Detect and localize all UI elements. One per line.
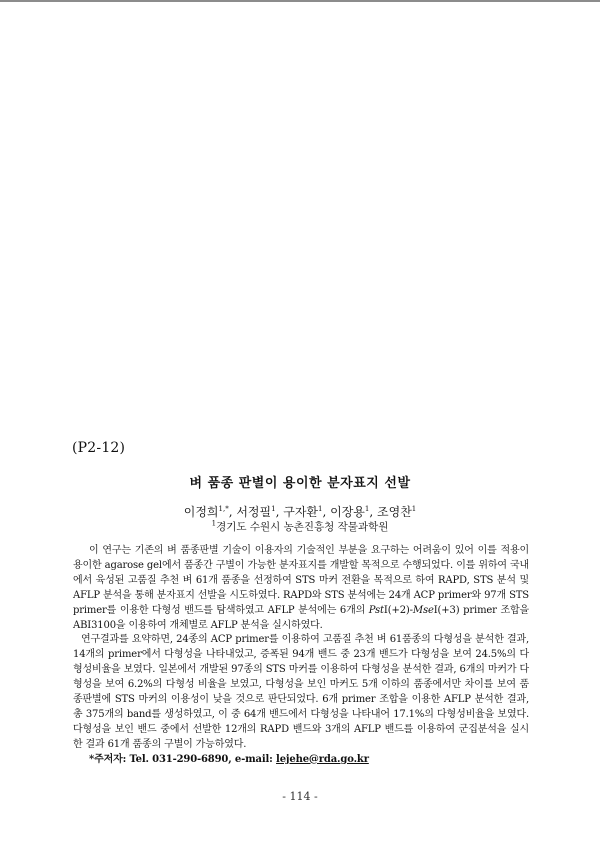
page-number: - 114 -	[282, 790, 318, 803]
author-affiliation-mark: 1	[271, 505, 276, 513]
abstract-code: (P2-12)	[72, 440, 126, 456]
author-affiliation-mark: 1	[318, 505, 323, 513]
author-separator: ,	[275, 505, 284, 519]
affiliation-mark: 1	[211, 519, 217, 528]
author-name: 조영찬	[377, 505, 412, 519]
corresponding-author	[73, 753, 529, 768]
affiliation	[0, 519, 600, 534]
author-affiliation-mark: 1	[364, 505, 370, 513]
affiliation-text: 경기도 수원시 농촌진흥청 작물과학원	[216, 521, 389, 533]
email-link[interactable]: lejehe@rda.go.kr	[276, 753, 369, 765]
paragraph-text: I(+3) primer 조합을 ABI3100을 이용하여 개체별로 AFLP 분석을 실시하였다.	[73, 604, 529, 631]
abstract-paragraph-1	[73, 544, 529, 633]
paragraph-text: I(+2)-	[383, 604, 413, 616]
author-name: 이정희	[183, 505, 219, 519]
abstract-body	[73, 544, 529, 768]
author-name: 구자환	[283, 505, 319, 519]
abstract-paragraph-2: 연구결과를 요약하면, 24종의 ACP primer를 이용하여 고품질 추천 벼 61품종의 다형성을 분석한 결과, 14개의 primer에서 다형성을 나타내었고, 증폭된 94개 밴드 중 23개 밴드가 다형성을 보여 24.5%의 다형성비율을 보였다. 일본에서 개발된 97종의 STS 마커를 이용하여 다형성을 분석한 결과, 6개의 마커가 다형성을 보여 6.2%의 다형성 비율을 보였고, 다형성을 보인 마커도 5개 이하의 품종에서만 차이를 보여 품종판별에 STS 마커의 이용성이 낮을 것으로 판단되었다. 6개 primer 조합을 이용한 AFLP 분석한 결과, 총 375개의 band를 생성하였고, 이 중 64개 밴드에서 다형성을 나타내어 17.1%의 다형성비율을 보였다. 다형성을 보인 밴드 중에서 선발한 12개의 RAPD 밴드와 3개의 AFLP 밴드를 이용하여 군집분석을 실시한 결과 61개 품종의 구별이 가능하였다.	[73, 634, 529, 750]
author-separator: ,	[322, 505, 331, 519]
author-affiliation-mark: 1	[411, 505, 417, 513]
paragraph-text: 이 연구는 기존의 벼 품종판별 기술이 이용자의 기술적인 부분을 요구하는 어려움이 있어 이를 적용이 용이한 agarose gel에서 품종간 구별이 가능한 분자표지를 개발할 목적으로 수행되었다. 이를 위하여 국내에서 육성된 고품질 추천 벼 61개 품종을 선정하여 STS 마커 전환을 목적으로 하여 RAPD, STS 분석 및 AFLP 분석을 통해 분자표지 선발을 시도하였다. RAPD와 STS 분석에는 24개 ACP primer와 97개 STS primer를 이용한 다형성 밴드를 탐색하였고 AFLP 분석에는 6개의	[73, 545, 529, 616]
author-name: 서정필	[236, 505, 272, 519]
contact-label: *주저자: Tel. 031-290-6890, e-mail:	[89, 753, 277, 765]
paper-title: 벼 품종 판별이 용이한 분자표지 선발	[189, 476, 411, 491]
author-list	[0, 503, 600, 520]
author-name: 이장용	[330, 505, 365, 519]
scan-edge-line	[0, 0, 600, 2]
author-separator: ,	[369, 505, 378, 519]
gene-italic: Pst	[368, 604, 384, 616]
gene-italic: Mse	[412, 604, 434, 616]
author-separator: ,	[228, 505, 237, 519]
author-affiliation-mark: 1,*	[218, 505, 229, 513]
